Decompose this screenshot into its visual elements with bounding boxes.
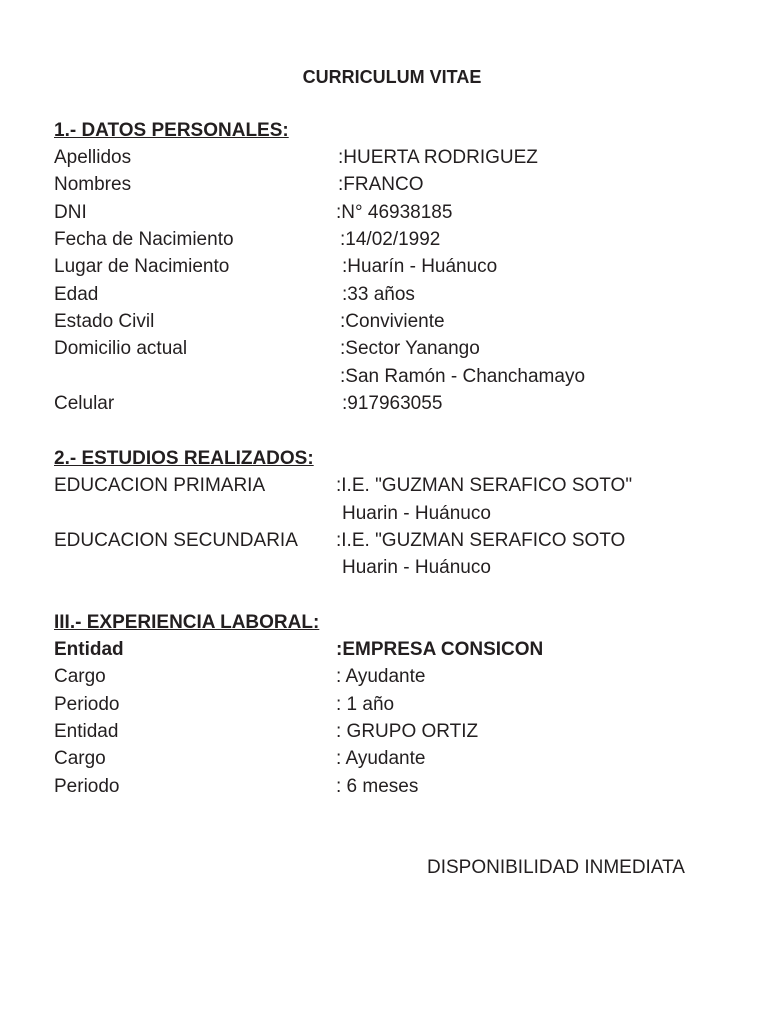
- row-value: :917963055: [342, 393, 443, 414]
- row-periodo-2: [54, 774, 419, 800]
- row-domicilio-cont: [54, 364, 586, 390]
- row-entidad-2: [54, 719, 479, 745]
- row-value: :Conviviente: [340, 311, 445, 332]
- row-label: Edad: [54, 284, 99, 305]
- row-value: Huarin - Huánuco: [342, 503, 491, 524]
- row-label: EDUCACION PRIMARIA: [54, 475, 266, 496]
- row-value: :I.E. "GUZMAN SERAFICO SOTO": [336, 475, 633, 496]
- section-heading-experiencia: III.- EXPERIENCIA LABORAL:: [54, 612, 320, 633]
- row-entidad-1: [54, 637, 544, 663]
- availability-note: DISPONIBILIDAD INMEDIATA: [427, 857, 685, 878]
- row-label: Celular: [54, 393, 115, 414]
- row-celular: [54, 391, 443, 417]
- row-cargo-2: [54, 746, 426, 772]
- row-label: Nombres: [54, 174, 132, 195]
- row-label: Lugar de Nacimiento: [54, 256, 230, 277]
- row-label: Periodo: [54, 694, 120, 715]
- row-primaria-lugar: [54, 501, 491, 527]
- row-domicilio: [54, 336, 480, 362]
- row-label: Domicilio actual: [54, 338, 188, 359]
- row-label: DNI: [54, 202, 87, 223]
- row-value: :FRANCO: [338, 174, 424, 195]
- row-value: :EMPRESA CONSICON: [336, 639, 544, 660]
- row-value: : Ayudante: [336, 666, 426, 687]
- row-value: :14/02/1992: [340, 229, 441, 250]
- row-label: Entidad: [54, 639, 124, 660]
- row-value: :Huarín - Huánuco: [342, 256, 498, 277]
- row-value: : 6 meses: [336, 776, 419, 797]
- row-label: Fecha de Nacimiento: [54, 229, 234, 250]
- row-value: :Sector Yanango: [340, 338, 480, 359]
- row-primaria: [54, 473, 633, 499]
- row-label: Cargo: [54, 748, 106, 769]
- row-edad: [54, 282, 415, 308]
- row-value: : Ayudante: [336, 748, 426, 769]
- section-heading-datos-personales: 1.- DATOS PERSONALES:: [54, 120, 289, 141]
- row-label: Periodo: [54, 776, 120, 797]
- row-apellidos: [54, 145, 538, 171]
- row-label: Estado Civil: [54, 311, 155, 332]
- page-title: CURRICULUM VITAE: [302, 67, 482, 87]
- row-value: :I.E. "GUZMAN SERAFICO SOTO: [336, 530, 626, 551]
- row-label: Cargo: [54, 666, 106, 687]
- row-value: : GRUPO ORTIZ: [336, 721, 479, 742]
- row-cargo-1: [54, 664, 426, 690]
- row-estado-civil: [54, 309, 445, 335]
- row-secundaria: [54, 528, 626, 554]
- row-value: :N° 46938185: [336, 202, 453, 223]
- row-nombres: [54, 172, 424, 198]
- row-value: :HUERTA RODRIGUEZ: [338, 147, 538, 168]
- row-lugar-nacimiento: [54, 254, 498, 280]
- section-heading-estudios: 2.- ESTUDIOS REALIZADOS:: [54, 448, 314, 469]
- row-periodo-1: [54, 692, 395, 718]
- row-dni: [54, 200, 453, 226]
- row-value: :San Ramón - Chanchamayo: [340, 366, 586, 387]
- row-value: :33 años: [342, 284, 415, 305]
- row-label: Entidad: [54, 721, 119, 742]
- row-label: Apellidos: [54, 147, 132, 168]
- row-value: : 1 año: [336, 694, 395, 715]
- row-secundaria-lugar: [54, 555, 491, 581]
- row-fecha-nacimiento: [54, 227, 441, 253]
- row-label: EDUCACION SECUNDARIA: [54, 530, 298, 551]
- row-value: Huarin - Huánuco: [342, 557, 491, 578]
